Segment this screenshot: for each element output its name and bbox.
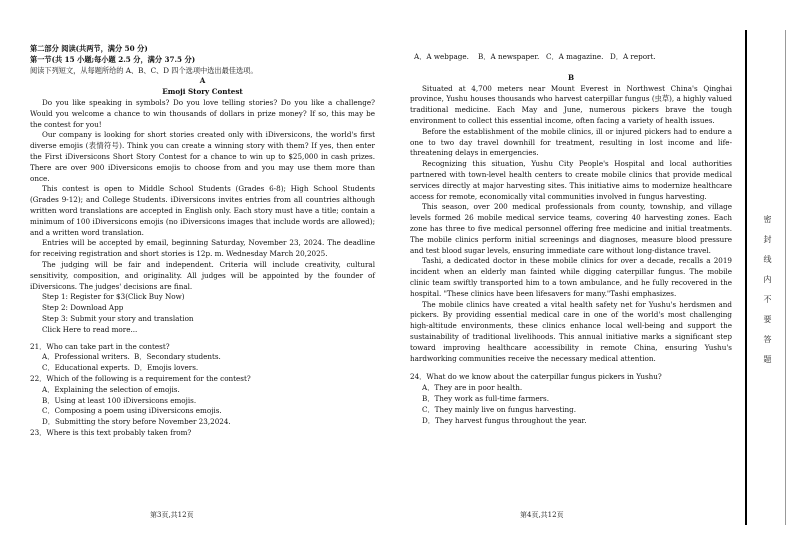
page-footer-right: 第4页,共12页 (520, 511, 564, 519)
read-more-link[interactable]: Click Here to read more... (42, 324, 138, 334)
paragraph: Do you like speaking in symbols? Do you love telling stories? Do you like a challenge? Would you welcome a chance to win thousands of dollars in prize money? If so, this may be the contest for you! (30, 97, 375, 129)
step-item: Step 3: Submit your story and translation (42, 313, 194, 323)
question-21-options-row2 (30, 363, 375, 374)
passage-title: Emoji Story Contest (162, 87, 243, 97)
option-a[interactable]: A．A webpage. (414, 52, 469, 61)
paragraph: The judging will be fair and independent. Criteria will include creativity, cultural sensitivity, composition, and originality. All judges will be appointed by the founder of iDiversicons. The judges' decisions are final. (30, 259, 375, 291)
option-d[interactable]: D．They harvest fungus throughout the year. (422, 415, 587, 425)
binding-rule-inner (785, 30, 786, 525)
passage-label-b: B (567, 72, 575, 82)
paragraph: The mobile clinics have created a vital health safety net for Yushu's herdsmen and pickers. By providing essential medical care in one of the world's most challenging high-altitude environments, these clinics enhance local well-being and support the sustainability of traditional livelihoods. This annual initiative marks a significant step toward improving healthcare accessibility in remote China, ensuring Yushu's hardworking communities receive the necessary medical attention. (410, 299, 732, 363)
option-c[interactable]: C．Composing a poem using iDiversicons emojis. (42, 406, 222, 416)
option-c[interactable]: C．A magazine. (546, 52, 604, 61)
option-b[interactable]: B．A newspaper. (478, 52, 540, 61)
question-21-stem: 21．Who can take part in the contest? (30, 341, 170, 351)
seal-line-notice: 密封线内不要答题 (763, 215, 772, 375)
option-a[interactable]: A．Explaining the selection of emojis. (42, 384, 180, 394)
option-d[interactable]: D．A report. (610, 52, 656, 61)
step-item: Step 2: Download App (42, 303, 124, 313)
paragraph: This contest is open to Middle School Students (Grades 6-8); High School Students (Grades 9-12); and College Students. iDiversicons invites entries from all countries although written word translations are accepted in English only. Each story must have a title; contain a minimum of 100 iDiversicons emojis (no iDiversicons images that include words are allowed); and a written word translation. (30, 184, 375, 237)
paragraph: Before the establishment of the mobile clinics, ill or injured pickers had to endure a one to two day travel downhill for treatment, resulting in lost income and life-threatening delays in emergencies. (410, 126, 732, 158)
instruction: 阅读下列短文，从每题所给的 A、B、C、D 四个选项中选出最佳选项。 (30, 65, 258, 75)
paragraph: Our company is looking for short stories created only with iDiversicons, the world's first diverse emojis (表情符号). Think you can create a winning story with them? If yes, then enter the First iDiversicons Short Story Contest for a chance to win up to $25,000 in cash prizes. There are over 900 iDiversicons emojis to choose from and you may use them more than once. (30, 130, 375, 183)
question-22-stem: 22．Which of the following is a requirement for the contest? (30, 373, 251, 383)
page-footer-left: 第3页,共12页 (150, 511, 194, 519)
paragraph: Situated at 4,700 meters near Mount Everest in Northwest China's Qinghai province, Yushu houses thousands who harvest caterpillar fungus (虫草), a highly valued traditional medicine. Each May and June, numerous pickers brave the tough environment to collect this essential income, often facing a variety of health issues. (410, 83, 732, 125)
subsection-header: 第一节(共 15 小题;每小题 2.5 分，满分 37.5 分) (30, 54, 196, 64)
binding-margin (740, 0, 800, 553)
paragraph: Entries will be accepted by email, beginning Saturday, November 23, 2024. The deadline for receiving registration and short stories is 12p. m. Wednesday March 20,2025. (30, 238, 375, 259)
paragraph: This season, over 200 medical professionals from county, township, and village levels formed 26 mobile medical service teams, covering 40 harvesting zones. Each zone has three to five medical personnel offering free medicine and initial treatments. The mobile clinics perform initial screenings and diagnoses, measure blood pressure and test blood sugar levels, ensuring immediate care without long-distance travel. (410, 202, 732, 255)
right-page (410, 0, 732, 426)
option-c[interactable]: C．They mainly live on fungus harvesting. (422, 404, 576, 414)
option-a[interactable]: A．They are in poor health. (422, 383, 523, 393)
option-b[interactable]: B．Using at least 100 iDiversicons emojis. (42, 395, 197, 405)
passage-label-a: A (199, 76, 206, 86)
section-header: 第二部分 阅读(共两节，满分 50 分) (30, 44, 148, 53)
paragraph: Recognizing this situation, Yushu City People's Hospital and local authorities partnered with town-level health centers to create mobile clinics that provide medical services directly at major harvesting sites. This initiative aims to modernize healthcare access for remote, economically vital communities involved in fungus harvesting. (410, 159, 732, 201)
question-21-options-row1 (30, 352, 375, 363)
option-d[interactable]: D．Emojis lovers. (134, 363, 199, 373)
option-b[interactable]: B．Secondary students. (134, 352, 221, 362)
binding-rule (745, 30, 747, 525)
option-c[interactable]: C．Educational experts. (42, 363, 130, 373)
question-23-stem: 23．Where is this text probably taken from? (30, 427, 192, 437)
question-24-stem: 24．What do we know about the caterpillar fungus pickers in Yushu? (410, 372, 662, 382)
option-b[interactable]: B．They work as full-time farmers. (422, 393, 550, 403)
paragraph: Tashi, a dedicated doctor in these mobile clinics for over a decade, recalls a 2019 incident when an elderly man fainted while digging caterpillar fungus. The mobile clinic team swiftly transported him to a town ambulance, and he fully recovered in the hospital. "These clinics have been lifesavers for many."Tashi emphasizes. (410, 256, 732, 298)
option-d[interactable]: D．Submitting the story before November 23,2024. (42, 417, 231, 427)
left-page (30, 0, 375, 439)
option-a[interactable]: A．Professional writers. (42, 352, 130, 362)
question-23-options (410, 52, 732, 63)
step-item: Step 1: Register for $3(Click Buy Now) (42, 292, 185, 302)
